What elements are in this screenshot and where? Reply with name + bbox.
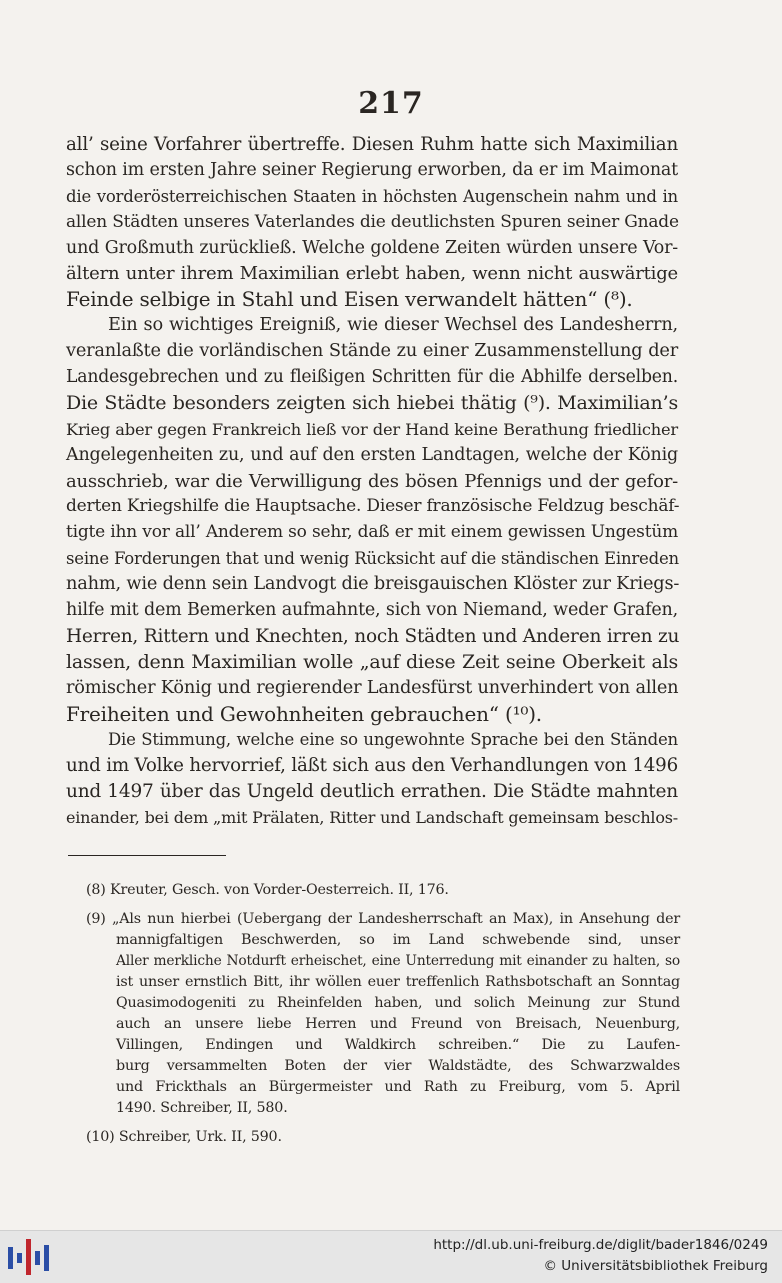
text-line: Freiheiten und Gewohnheiten gebrauchen“ (¹⁰). — [66, 701, 542, 726]
text-line: veranlaßte die vorländischen Stände zu einer Zusammenstellung der — [66, 341, 678, 362]
footnote-line: Quasimodogeniti zu Rheinfelden haben, und solich Meinung zur Stund — [116, 995, 680, 1011]
text-line: hilfe mit dem Bemerken aufmahnte, sich von Niemand, weder Grafen, — [66, 600, 678, 621]
text-line: und Großmuth zurückließ. Welche goldene Zeiten würden unsere Vor- — [66, 237, 678, 258]
text-line: und im Volke hervorrief, läßt sich aus den Verhandlungen von 1496 — [66, 755, 678, 777]
text-line: Herren, Rittern und Knechten, noch Städten und Anderen irren zu — [66, 625, 680, 647]
footnote-10: (10) Schreiber, Urk. II, 590. — [86, 1129, 282, 1145]
footnote-divider — [68, 855, 226, 856]
text-line: allen Städten unseres Vaterlandes die deutlichsten Spuren seiner Gnade — [66, 211, 679, 232]
text-line: römischer König und regierender Landesfürst unverhindert von allen — [66, 677, 679, 698]
footnote-line: 1490. Schreiber, II, 580. — [116, 1100, 288, 1116]
text-line: Die Stimmung, welche eine so ungewohnte Sprache bei den Ständen — [108, 730, 678, 750]
text-line: derten Kriegshilfe die Hauptsache. Dieser französische Feldzug beschäf- — [66, 496, 680, 517]
text-line: die vorderösterreichischen Staaten in höchsten Augenschein nahm und in — [66, 186, 678, 206]
text-line: Angelegenheiten zu, und auf den ersten Landtagen, welche der König — [66, 444, 678, 465]
text-line: all’ seine Vorfahrer übertreffe. Diesen Ruhm hatte sich Maximilian — [66, 134, 678, 155]
footnote-line: burg versammelten Boten der vier Waldstädte, des Schwarzwaldes — [116, 1058, 680, 1074]
footnote-line: mannigfaltigen Beschwerden, so im Land schwebende sind, unser — [116, 932, 680, 948]
text-line: Krieg aber gegen Frankreich ließ vor der Hand keine Berathung friedlicher — [66, 419, 678, 439]
footnote-line: und Frickthals an Bürgermeister und Rath zu Freiburg, vom 5. April — [116, 1079, 680, 1095]
footnote-line: auch an unsere liebe Herren und Freund von Breisach, Neuenburg, — [116, 1016, 680, 1032]
text-line: einander, bei dem „mit Prälaten, Ritter und Landschaft gemeinsam beschlos- — [66, 808, 678, 828]
text-line: tigte ihn vor all’ Anderem so sehr, daß er mit einem gewissen Ungestüm — [66, 522, 678, 543]
text-line: lassen, denn Maximilian wolle „auf diese Zeit seine Oberkeit als — [66, 650, 678, 673]
text-line: ältern unter ihrem Maximilian erlebt haben, wenn nicht auswärtige — [66, 263, 678, 285]
text-line: nahm, wie denn sein Landvogt die breisgauischen Klöster zur Kriegs- — [66, 574, 680, 595]
text-line: ausschrieb, war die Verwilligung des bösen Pfennigs und der gefor- — [66, 470, 678, 492]
library-logo-icon — [8, 1239, 50, 1275]
footnote-line: Villingen, Endingen und Waldkirch schreiben.“ Die zu Laufen- — [116, 1037, 680, 1053]
text-line: Landesgebrechen und zu fleißigen Schritten für die Abhilfe derselben. — [66, 367, 678, 388]
text-line: Ein so wichtiges Ereigniß, wie dieser Wechsel des Landesherrn, — [108, 315, 678, 336]
footnotes — [86, 880, 680, 1148]
text-line: schon im ersten Jahre seiner Regierung erworben, da er im Maimonat — [66, 159, 678, 180]
page-number: 217 — [358, 86, 424, 121]
text-line: seine Forderungen that und wenig Rücksicht auf die ständischen Einreden — [66, 549, 679, 569]
footnote-line: Aller merkliche Notdurft erheischet, eine Unterredung mit einander zu halten, so — [116, 953, 680, 969]
footnote-9: (9) „Als nun hierbei (Uebergang der Landesherrschaft an Max), in Ansehung der — [86, 911, 680, 927]
footnote-line: ist unser ernstlich Bitt, ihr wöllen euer treffenlich Rathsbotschaft an Sonntag — [116, 974, 680, 990]
text-line: Feinde selbige in Stahl und Eisen verwandelt hätten“ (⁸). — [66, 287, 633, 312]
permalink[interactable]: http://dl.ub.uni-freiburg.de/diglit/bader1846/0249 — [433, 1237, 768, 1253]
viewer-footer — [0, 1230, 782, 1283]
copyright-notice: © Universitätsbibliothek Freiburg — [543, 1258, 768, 1274]
footnote-8: (8) Kreuter, Gesch. von Vorder-Oesterreich. II, 176. — [86, 882, 449, 898]
text-line: Die Städte besonders zeigten sich hiebei thätig (⁹). Maximilian’s — [66, 391, 678, 414]
text-line: und 1497 über das Ungeld deutlich errathen. Die Städte mahnten — [66, 781, 678, 803]
body-text — [66, 132, 678, 831]
